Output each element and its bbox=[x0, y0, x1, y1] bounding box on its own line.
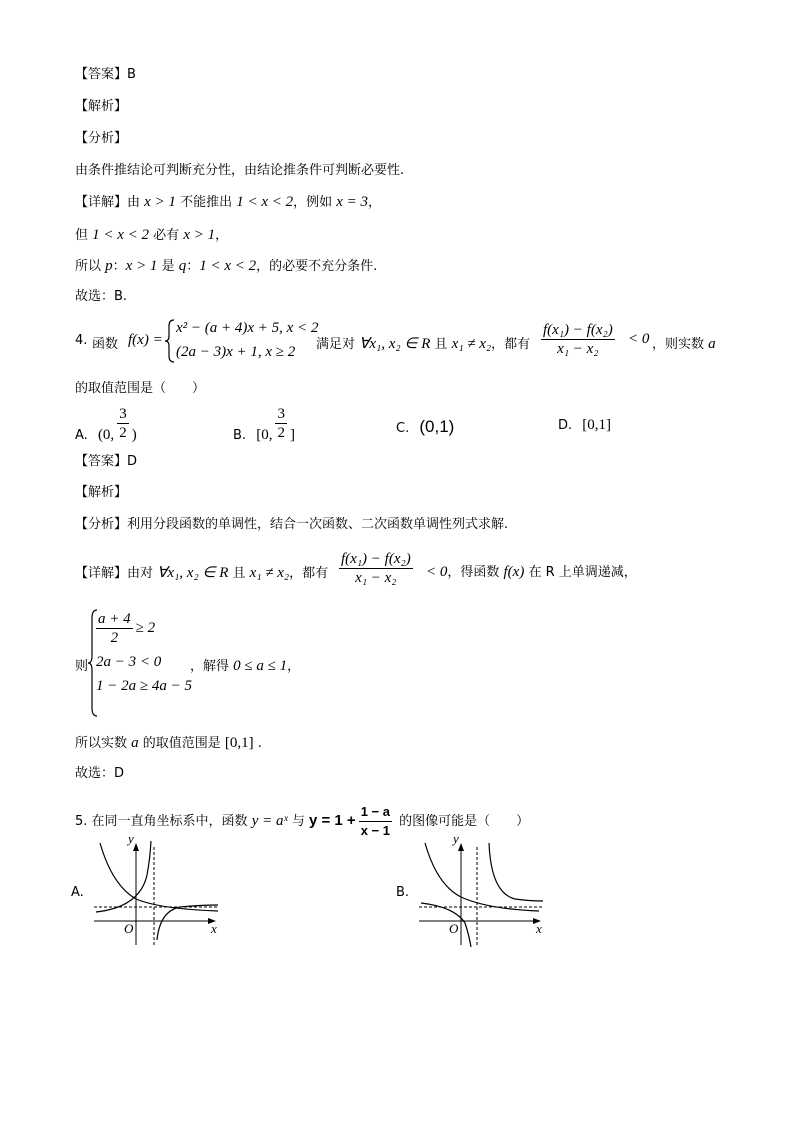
q4-ze: 则 bbox=[75, 659, 89, 674]
q4-answer-line bbox=[75, 453, 137, 471]
math: a bbox=[131, 735, 139, 751]
q4-lt0: < 0 bbox=[628, 331, 650, 347]
q5-graph-b bbox=[415, 835, 550, 950]
option-post: ) bbox=[131, 427, 137, 443]
math: x₁ ≠ x₂ bbox=[249, 565, 290, 581]
denominator: 2 bbox=[110, 630, 119, 646]
answer-value: D bbox=[127, 454, 138, 469]
q4-option-a[interactable] bbox=[75, 405, 137, 442]
math: 1 < x < 2 bbox=[236, 194, 294, 210]
denominator: 2 bbox=[277, 425, 285, 441]
origin-label: O bbox=[124, 921, 134, 936]
numerator: 1 − a bbox=[359, 803, 392, 822]
text: ，都有 bbox=[491, 337, 531, 352]
y-axis-arrow-icon bbox=[133, 843, 139, 851]
q4-stem-f: 的取值范围是（ ） bbox=[75, 381, 206, 396]
detail-tag: 【详解】 bbox=[75, 195, 128, 210]
math: q bbox=[178, 258, 187, 274]
numerator: f(x₁) − f(x₂) bbox=[341, 551, 411, 567]
q4-sys-2: 2a − 3 < 0 bbox=[96, 654, 162, 670]
q3-analysis-tag: 【解析】 bbox=[75, 99, 128, 114]
q4-stem-a: 函数 bbox=[92, 337, 119, 352]
math: p bbox=[105, 258, 113, 274]
fenxi-text: 利用分段函数的单调性，结合一次函数、二次函数单调性列式求解. bbox=[127, 517, 509, 532]
math: x > 1 bbox=[144, 194, 176, 210]
q4-stem-b bbox=[316, 333, 530, 353]
text: ，则实数 bbox=[652, 337, 709, 352]
q4-option-d[interactable] bbox=[558, 417, 611, 434]
option-pre: (0, bbox=[97, 427, 115, 443]
q3-detail-line-3 bbox=[75, 257, 377, 276]
q4-sys-1 bbox=[96, 610, 155, 647]
text: 且 bbox=[430, 337, 452, 352]
q4-fraction bbox=[538, 321, 618, 358]
origin-label: O bbox=[449, 921, 459, 936]
text: 且 bbox=[228, 566, 250, 581]
math: x > 1 bbox=[125, 258, 158, 274]
option-label: A. bbox=[75, 428, 88, 443]
text: ： bbox=[112, 259, 126, 274]
text: ，解得 bbox=[190, 659, 234, 674]
q4-option-c[interactable] bbox=[396, 417, 454, 437]
q3-answer-line bbox=[75, 66, 136, 84]
math: ∀x₁, x₂ ∈ R bbox=[359, 336, 431, 352]
option-label: C. bbox=[396, 421, 410, 436]
q3-detail-line-1 bbox=[75, 193, 381, 212]
detail-tag: 【详解】 bbox=[75, 566, 128, 581]
exp-curve bbox=[100, 843, 218, 911]
math: [0,1] bbox=[224, 735, 254, 751]
option-label: D. bbox=[558, 418, 573, 433]
text: . bbox=[253, 736, 262, 751]
math: 1 < x < 2 bbox=[92, 227, 150, 243]
text: 必有 bbox=[149, 228, 184, 243]
q3-detail-line-2 bbox=[75, 226, 228, 245]
text: 的取值范围是 bbox=[138, 736, 225, 751]
numerator: 3 bbox=[119, 406, 127, 422]
text: 在同一直角坐标系中，函数 bbox=[91, 814, 252, 829]
text: ： bbox=[186, 259, 200, 274]
q3-fenxi-tag: 【分析】 bbox=[75, 131, 128, 146]
option-value: (0,1) bbox=[419, 417, 455, 436]
relation: ≥ 2 bbox=[135, 620, 156, 636]
q4-solve bbox=[190, 655, 300, 675]
answer-tag: 【答案】 bbox=[75, 454, 128, 469]
hyperbola-left bbox=[421, 903, 471, 947]
math: x₁ ≠ x₂ bbox=[451, 336, 492, 352]
y-axis-arrow-icon bbox=[458, 843, 464, 851]
math: f(x) bbox=[503, 564, 525, 580]
q4-choice: 故选：D bbox=[75, 766, 125, 781]
text: ， bbox=[215, 228, 229, 243]
math: x = 3 bbox=[336, 194, 369, 210]
text: 与 bbox=[287, 814, 309, 829]
q4-detail-fraction bbox=[336, 550, 416, 587]
text: 所以实数 bbox=[75, 736, 132, 751]
denominator: 2 bbox=[119, 425, 127, 441]
text: 满足对 bbox=[316, 337, 360, 352]
q4-piece-1: x² − (a + 4)x + 5, x < 2 bbox=[176, 320, 319, 336]
text: 是 bbox=[157, 259, 179, 274]
text: 在 R 上单调递减， bbox=[524, 565, 637, 580]
q3-fenxi-text: 由条件推结论可判断充分性，由结论推条件可判断必要性. bbox=[75, 163, 405, 178]
text: 不能推出 bbox=[175, 195, 237, 210]
text: 由 bbox=[127, 195, 145, 210]
math: 0 ≤ a ≤ 1 bbox=[233, 658, 288, 674]
q4-conclusion bbox=[75, 734, 262, 753]
text: ， bbox=[287, 659, 301, 674]
q4-detail-a bbox=[75, 562, 328, 582]
denominator: x − 1 bbox=[360, 823, 390, 838]
y-label: y bbox=[453, 835, 459, 846]
question-number: 5. bbox=[75, 814, 88, 829]
option-post: ] bbox=[289, 427, 295, 443]
text: ，得函数 bbox=[447, 565, 504, 580]
text: ，都有 bbox=[289, 566, 329, 581]
q4-number: 4. bbox=[75, 333, 88, 348]
text: 所以 bbox=[75, 259, 106, 274]
math: < 0 bbox=[426, 564, 448, 580]
numerator: a + 4 bbox=[98, 611, 131, 627]
x-label: x bbox=[536, 921, 542, 936]
q4-piece-2: (2a − 3)x + 1, x ≥ 2 bbox=[176, 344, 296, 360]
text: 的图像可能是（ ） bbox=[394, 814, 530, 829]
exp-curve bbox=[425, 843, 539, 911]
math: y = aˣ bbox=[251, 813, 288, 829]
q4-stem-e bbox=[652, 333, 716, 353]
q4-brace-icon bbox=[164, 318, 176, 364]
denominator: x₁ − x₂ bbox=[557, 341, 599, 357]
text: ， bbox=[368, 195, 382, 210]
numerator: f(x₁) − f(x₂) bbox=[543, 322, 613, 338]
answer-value: B bbox=[127, 67, 136, 82]
q5-graph-a-label[interactable]: A. bbox=[71, 885, 84, 900]
q4-option-b[interactable] bbox=[233, 405, 295, 442]
math: ∀x₁, x₂ ∈ R bbox=[157, 565, 229, 581]
math: y = 1 + bbox=[308, 812, 356, 829]
numerator: 3 bbox=[277, 406, 285, 422]
math: x > 1 bbox=[183, 227, 216, 243]
option-value: [0,1] bbox=[582, 417, 612, 433]
q5-graph-b-label[interactable]: B. bbox=[396, 885, 410, 900]
q4-detail-b bbox=[426, 561, 637, 581]
q4-analysis-tag: 【解析】 bbox=[75, 485, 128, 500]
text: 但 bbox=[75, 228, 93, 243]
q4-fx: f(x) = bbox=[128, 332, 163, 348]
hyperbola-right bbox=[489, 843, 543, 901]
fenxi-tag: 【分析】 bbox=[75, 517, 128, 532]
text: 由对 bbox=[127, 566, 158, 581]
x-label: x bbox=[211, 921, 217, 936]
q4-sys-3: 1 − 2a ≥ 4a − 5 bbox=[96, 678, 192, 694]
q3-choice: 故选：B. bbox=[75, 289, 128, 304]
denominator: x₁ − x₂ bbox=[355, 570, 397, 586]
q4-fenxi bbox=[75, 516, 508, 534]
q5-graph-a bbox=[90, 835, 225, 950]
y-label: y bbox=[128, 835, 134, 846]
option-pre: [0, bbox=[256, 427, 273, 443]
math: 1 < x < 2 bbox=[199, 258, 257, 274]
text: ，例如 bbox=[293, 195, 337, 210]
answer-tag: 【答案】 bbox=[75, 67, 128, 82]
option-label: B. bbox=[233, 428, 247, 443]
math: a bbox=[708, 336, 716, 352]
text: ，的必要不充分条件. bbox=[256, 259, 378, 274]
